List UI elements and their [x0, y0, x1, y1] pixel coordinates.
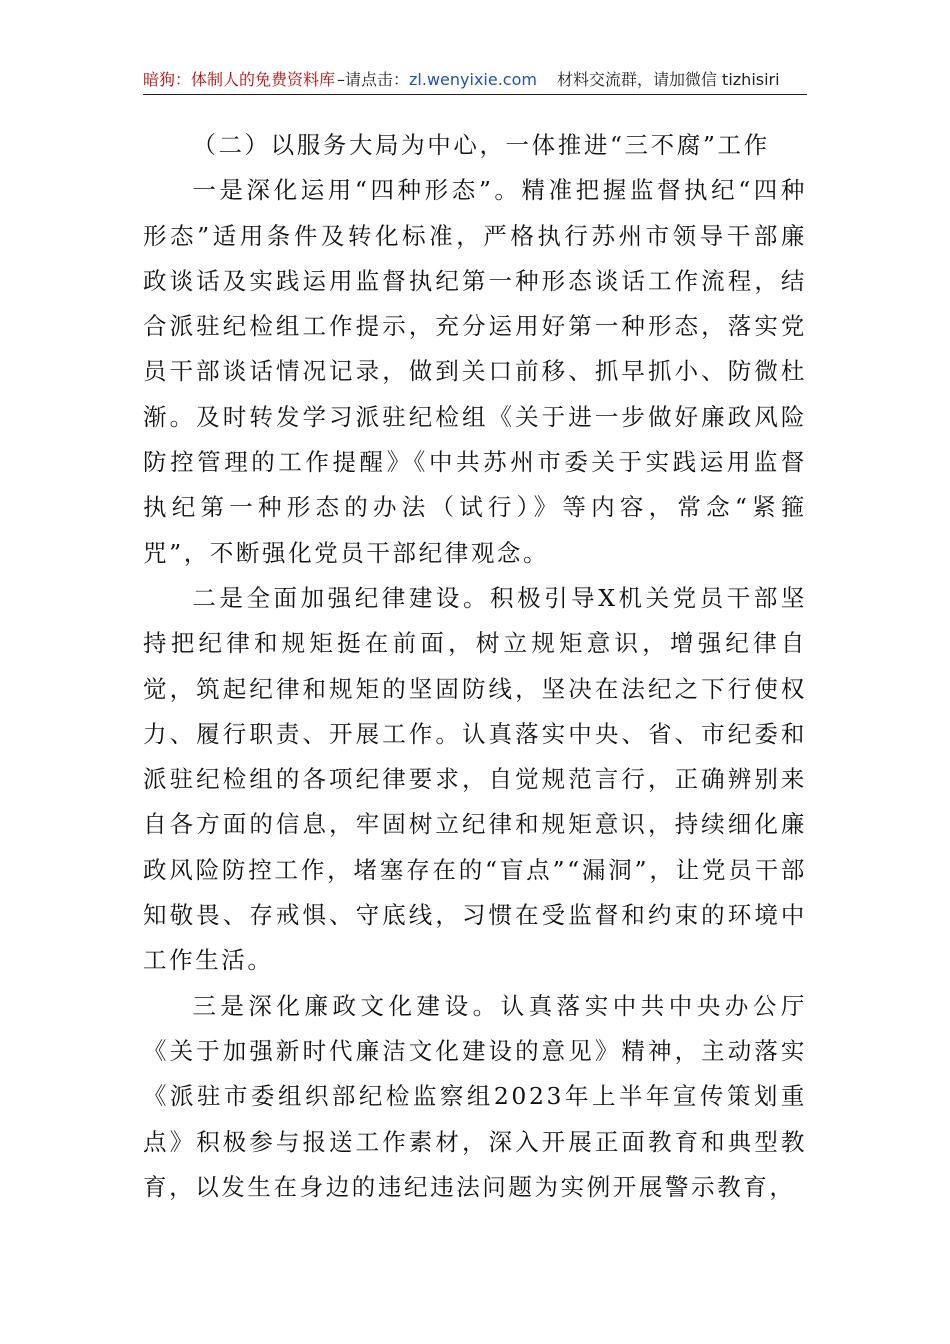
page-header — [143, 66, 807, 95]
paragraph-3: 三是深化廉政文化建设。认真落实中共中央办公厅《关于加强新时代廉洁文化建设的意见》精神，主动落实《派驻市委组织部纪检监察组2023年上半年宣传策划重点》积极参与报送工作素材，深入开展正面教育和典型教育，以发生在身边的违纪违法问题为实例开展警示教育， — [143, 991, 807, 1201]
click-label: 请点击： — [345, 70, 410, 89]
site-url-link[interactable]: zl.wenyixie.com — [409, 70, 537, 89]
header-separator: – — [337, 70, 346, 89]
paragraph-1: 一是深化运用“四种形态”。精准把握监督执纪“四种形态”适用条件及转化标准，严格执行苏州市领导干部廉政谈话及实践运用监督执纪第一种形态谈话工作流程，结合派驻纪检组工作提示，充分运用好第一种形态，落实党员干部谈话情况记录，做到关口前移、抓早抓小、防微杜渐。及时转发学习派驻纪检组《关于进一步做好廉政风险防控管理的工作提醒》《中共苏州市委关于实践运用监督执纪第一种形态的办法（试行）》等内容，常念“紧箍咒”，不断强化党员干部纪律观念。 — [143, 176, 807, 567]
document-body — [143, 123, 807, 1210]
paragraph-2: 二是全面加强纪律建设。积极引导X机关党员干部坚持把纪律和规矩挺在前面，树立规矩意识，增强纪律自觉，筑起纪律和规矩的坚固防线，坚决在法纪之下行使权力、履行职责、开展工作。认真落实中央、省、市纪委和派驻纪检组的各项纪律要求，自觉规范言行，正确辨别来自各方面的信息，牢固树立纪律和规矩意识，持续细化廉政风险防控工作，堵塞存在的“盲点”“漏洞”，让党员干部知敬畏、存戒惧、守底线，习惯在受监督和约束的环境中工作生活。 — [143, 583, 807, 975]
section-heading: （二）以服务大局为中心，一体推进“三不腐”工作 — [192, 131, 770, 159]
wechat-contact: 材料交流群，请加微信 tizhisiri — [556, 70, 780, 89]
site-name: 暗狗：体制人的免费资料库 — [143, 70, 336, 89]
